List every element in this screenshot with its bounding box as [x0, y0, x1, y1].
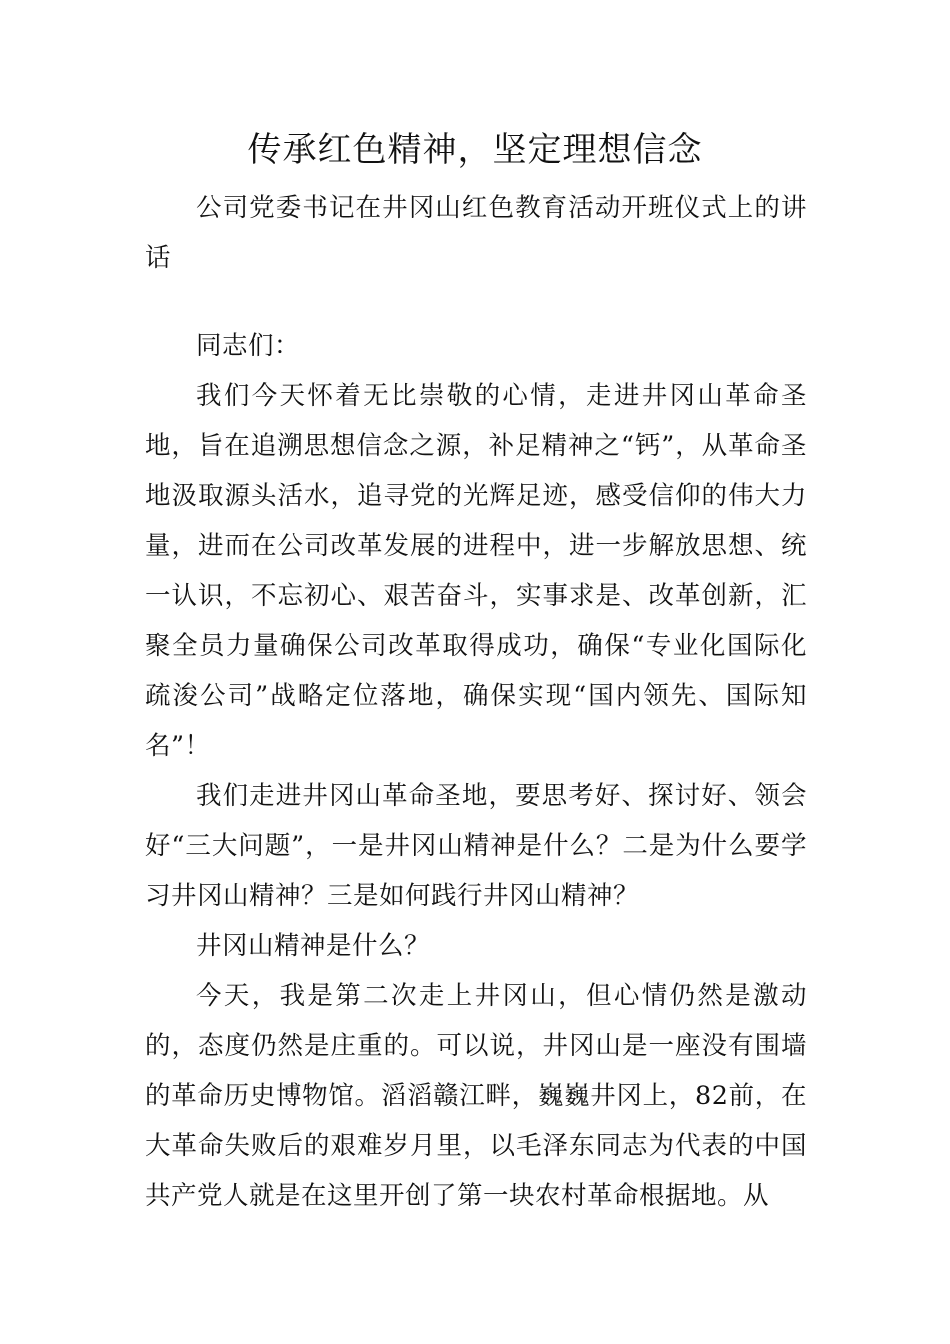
paragraph-gap	[145, 283, 807, 321]
document-subtitle: 公司党委书记在井冈山红色教育活动开班仪式上的讲话	[145, 193, 807, 273]
paragraph-three-questions: 我们走进井冈山革命圣地，要思考好、探讨好、领会好“三大问题”，一是井冈山精神是什么？二是为什么要学习井冈山精神？三是如何践行井冈山精神？	[145, 781, 807, 911]
document-body	[145, 183, 807, 1221]
paragraph-history: 今天，我是第二次走上井冈山，但心情仍然是激动的，态度仍然是庄重的。可以说，井冈山是一座没有围墙的革命历史博物馆。滔滔赣江畔，巍巍井冈上，82前，在大革命失败后的艰难岁月里，以毛泽东同志为代表的中国共产党人就是在这里开创了第一块农村革命根据地。从	[145, 981, 807, 1211]
document-title: 传承红色精神，坚定理想信念	[247, 130, 703, 170]
section-heading: 井冈山精神是什么？	[196, 931, 431, 961]
paragraph-intro: 我们今天怀着无比崇敬的心情，走进井冈山革命圣地，旨在追溯思想信念之源，补足精神之“钙”，从革命圣地汲取源头活水，追寻党的光辉足迹，感受信仰的伟大力量，进而在公司改革发展的进程中，进一步解放思想、统一认识，不忘初心、艰苦奋斗，实事求是、改革创新，汇聚全员力量确保公司改革取得成功，确保“专业化国际化疏浚公司”战略定位落地，确保实现“国内领先、国际知名”！	[145, 381, 807, 761]
salutation: 同志们：	[196, 331, 301, 361]
